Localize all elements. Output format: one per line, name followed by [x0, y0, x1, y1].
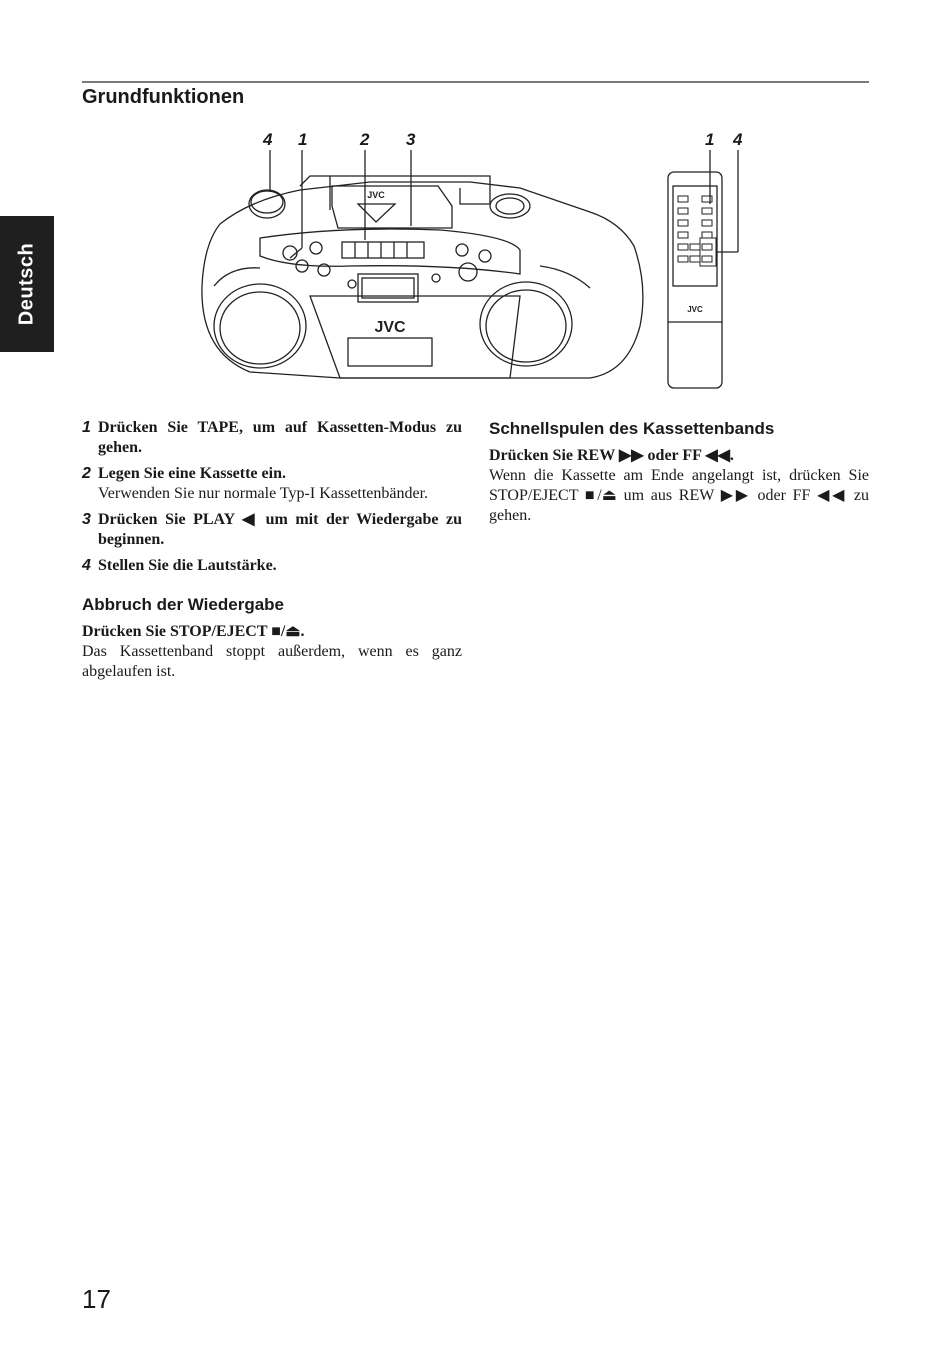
callout-number: 1 — [705, 130, 715, 149]
top-brand-label: JVC — [367, 190, 385, 200]
step-instruction: Drücken Sie PLAY ◀ um mit der Wiedergabe zu beginnen. — [98, 511, 462, 548]
header-rule — [82, 81, 869, 83]
page-number: 17 — [82, 1284, 111, 1314]
language-tab — [0, 216, 54, 352]
fast-wind-instruction: Drücken Sie REW ▶▶ oder FF ◀◀. — [489, 447, 734, 464]
callout-number: 1 — [298, 130, 308, 149]
step-instruction: Stellen Sie die Lautstärke. — [98, 557, 277, 574]
brand-logo: JVC — [374, 319, 406, 336]
callout-number: 3 — [406, 130, 416, 149]
step-number: 3 — [82, 511, 91, 528]
language-tab-label: Deutsch — [15, 242, 38, 326]
boombox-drawing — [190, 126, 750, 396]
stop-playback-instruction: Drücken Sie STOP/EJECT ■/⏏. — [82, 623, 305, 640]
step-number: 4 — [82, 557, 91, 574]
callout-number: 4 — [733, 130, 743, 149]
fast-wind-description: Wenn die Kassette am Ende angelangt ist, drücken Sie STOP/EJECT ■/⏏ um aus REW ▶▶ oder FF ◀◀ zu gehen. — [489, 467, 869, 524]
fast-wind-section — [489, 418, 869, 526]
step-item — [82, 510, 462, 550]
callout-number: 2 — [360, 130, 370, 149]
stop-playback-heading: Abbruch der Wiedergabe — [82, 595, 284, 614]
stop-playback-description: Das Kassettenband stoppt außerdem, wenn es ganz abgelaufen ist. — [82, 643, 462, 680]
step-note: Verwenden Sie nur normale Typ-I Kassettenbänder. — [98, 485, 429, 502]
fast-wind-heading: Schnellspulen des Kassettenbands — [489, 419, 775, 438]
device-illustration — [190, 126, 750, 396]
step-item — [82, 464, 462, 504]
step-item — [82, 556, 462, 576]
steps-list — [82, 418, 462, 576]
step-instruction: Legen Sie eine Kassette ein. — [98, 465, 286, 482]
stop-playback-section — [82, 594, 462, 682]
steps-column — [82, 418, 462, 582]
step-item — [82, 418, 462, 458]
step-number: 2 — [82, 465, 91, 482]
remote-brand-logo: JVC — [687, 305, 703, 314]
section-title: Grundfunktionen — [82, 86, 245, 108]
step-number: 1 — [82, 419, 91, 436]
callout-number: 4 — [263, 130, 273, 149]
step-instruction: Drücken Sie TAPE, um auf Kassetten-Modus zu gehen. — [98, 419, 462, 456]
